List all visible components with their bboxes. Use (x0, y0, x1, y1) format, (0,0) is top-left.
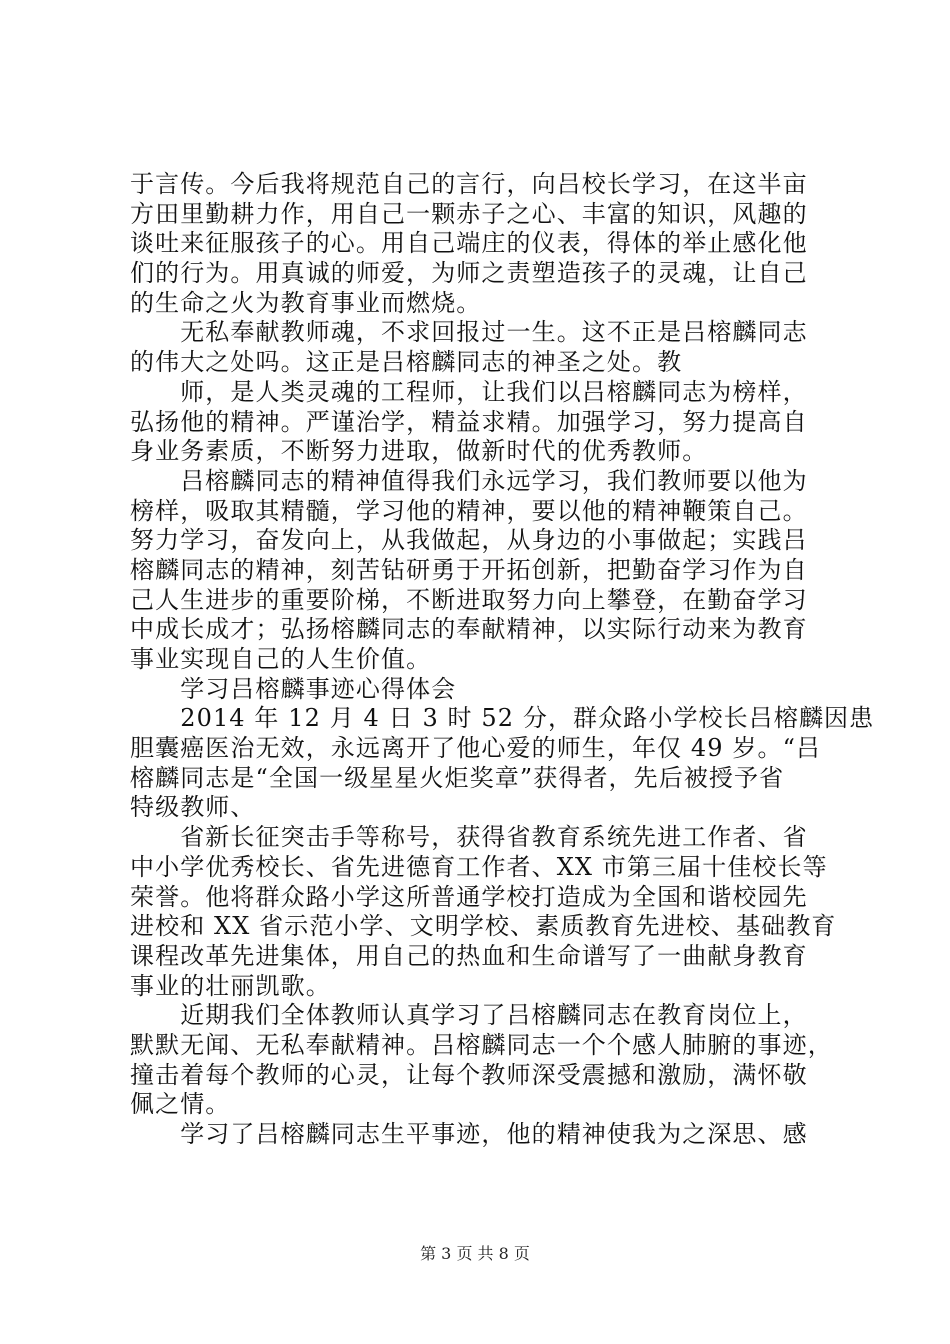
text-line: 榜样，吸取其精髓，学习他的精神，要以他的精神鞭策自己。 (130, 496, 808, 525)
text-line: 默默无闻、无私奉献精神。吕榕麟同志一个个感人肺腑的事迹， (130, 1030, 833, 1059)
text-line: 中成长成才；弘扬榕麟同志的奉献精神，以实际行动来为教育 (130, 615, 808, 644)
text-line: 方田里勤耕力作，用自己一颗赤子之心、丰富的知识，风趣的 (130, 199, 808, 228)
page-indicator: 第 3 页 共 8 页 (420, 1244, 530, 1263)
section-title: 学习吕榕麟事迹心得体会 (130, 674, 457, 703)
text-line: 胆囊癌医治无效，永远离开了他心爱的师生，年仅 49 岁。“吕 (130, 734, 822, 763)
text-line: 榕麟同志的精神，刻苦钻研勇于开拓创新，把勤奋学习作为自 (130, 555, 808, 584)
text-line: 近期我们全体教师认真学习了吕榕麟同志在教育岗位上， (130, 1001, 808, 1030)
text-line: 努力学习，奋发向上，从我做起，从身边的小事做起；实践吕 (130, 526, 808, 555)
text-line: 的生命之火为教育事业而燃烧。 (130, 288, 482, 317)
text-line: 谈吐来征服孩子的心。用自己端庄的仪表，得体的举止感化他 (130, 229, 808, 258)
text-line: 身业务素质，不断努力进取，做新时代的优秀教师。 (130, 437, 708, 466)
text-line: 特级教师、 (130, 793, 256, 822)
text-line: 师，是人类灵魂的工程师，让我们以吕榕麟同志为榜样， (130, 377, 808, 406)
text-line: 佩之情。 (130, 1090, 231, 1119)
document-body (130, 170, 875, 1150)
text-line: 们的行为。用真诚的师爱，为师之责塑造孩子的灵魂，让自己 (130, 259, 808, 288)
text-line: 事业的壮丽凯歌。 (130, 971, 331, 1000)
text-line: 的伟大之处吗。这正是吕榕麟同志的神圣之处。教 (130, 348, 683, 377)
text-line: 中小学优秀校长、省先进德育工作者、XX 市第三届十佳校长等 (130, 852, 828, 881)
text-line: 省新长征突击手等称号，获得省教育系统先进工作者、省 (130, 823, 808, 852)
text-line: 无私奉献教师魂，不求回报过一生。这不正是吕榕麟同志 (130, 318, 808, 347)
text-line: 于言传。今后我将规范自己的言行，向吕校长学习，在这半亩 (130, 170, 808, 198)
text-line: 撞击着每个教师的心灵，让每个教师深受震撼和激励，满怀敬 (130, 1060, 808, 1089)
text-line: 荣誉。他将群众路小学这所普通学校打造成为全国和谐校园先 (130, 882, 808, 911)
text-line: 榕麟同志是“全国一级星星火炬奖章”获得者，先后被授予省 (130, 763, 785, 792)
text-line: 课程改革先进集体，用自己的热血和生命谱写了一曲献身教育 (130, 941, 808, 970)
text-line: 2014 年 12 月 4 日 3 时 52 分，群众路小学校长吕榕麟因患 (130, 704, 875, 733)
text-line: 事业实现自己的人生价值。 (130, 645, 432, 673)
text-line: 进校和 XX 省示范小学、文明学校、素质教育先进校、基础教育 (130, 912, 837, 941)
text-line: 吕榕麟同志的精神值得我们永远学习，我们教师要以他为 (130, 466, 808, 495)
text-line: 学习了吕榕麟同志生平事迹，他的精神使我为之深思、感 (130, 1120, 808, 1148)
text-line: 己人生进步的重要阶梯，不断进取努力向上攀登，在勤奋学习 (130, 585, 808, 614)
text-line: 弘扬他的精神。严谨治学，精益求精。加强学习，努力提高自 (130, 407, 808, 436)
